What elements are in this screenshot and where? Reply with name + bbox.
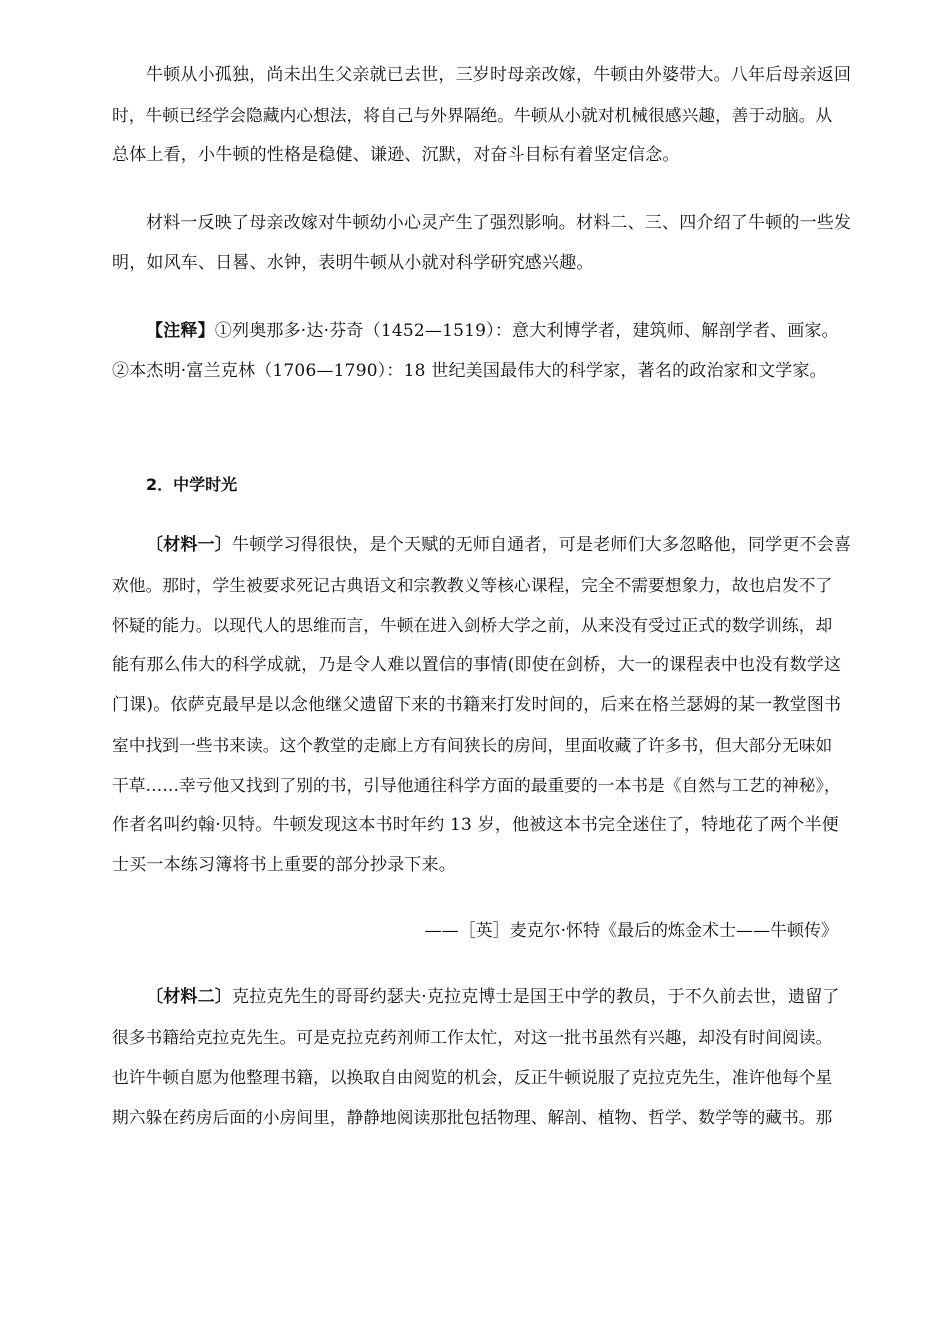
paragraph-line: 作者名叫约翰·贝特。牛顿发现这本书时年约 13 岁，他被这本书完全迷住了，特地花了两个半便 xyxy=(112,815,839,835)
paragraph-line: 牛顿从小孤独，尚未出生父亲就已去世，三岁时母亲改嫁，牛顿由外婆带大。八年后母亲返回 xyxy=(146,65,852,85)
material-text: 牛顿学习得很快，是个天赋的无师自通者，可是老师们大多忽略他，同学更不会喜 xyxy=(232,535,852,555)
paragraph-line: 材料一反映了母亲改嫁对牛顿幼小心灵产生了强烈影响。材料二、三、四介绍了牛顿的一些发 xyxy=(146,213,852,233)
paragraph-line: 很多书籍给克拉克先生。可是克拉克药剂师工作太忙，对这一批书虽然有兴趣，却没有时间阅读。 xyxy=(112,1027,833,1047)
paragraph-line: 期六躲在药房后面的小房间里，静静地阅读那批包括物理、解剖、植物、哲学、数学等的藏书。那 xyxy=(112,1107,833,1127)
section-heading: 2．中学时光 xyxy=(146,475,238,494)
paragraph-line: 时，牛顿已经学会隐藏内心想法，将自己与外界隔绝。牛顿从小就对机械很感兴趣，善于动脑。从 xyxy=(112,105,833,125)
note-text: ①列奥那多·达·芬奇（1452—1519）：意大利博学者，建筑师、解剖学者、画家。 xyxy=(214,321,839,341)
paragraph-line: 室中找到一些书来读。这个教堂的走廊上方有间狭长的房间，里面收藏了许多书，但大部分无味如 xyxy=(112,735,833,755)
material-label: 〔材料二〕 xyxy=(146,987,232,1007)
paragraph-line: 怀疑的能力。以现代人的思维而言，牛顿在进入剑桥大学之前，从来没有受过正式的数学训练，却 xyxy=(112,615,833,635)
paragraph-line: 干草……幸亏他又找到了别的书，引导他通往科学方面的最重要的一本书是《自然与工艺的神秘》， xyxy=(112,775,841,795)
paragraph-line: 总体上看，小牛顿的性格是稳健、谦逊、沉默，对奋斗目标有着坚定信念。 xyxy=(112,145,680,165)
paragraph-line: 也许牛顿自愿为他整理书籍，以换取自由阅览的机会，反正牛顿说服了克拉克先生，准许他每个星 xyxy=(112,1067,833,1087)
material-text: 克拉克先生的哥哥约瑟夫·克拉克博士是国王中学的教员，于不久前去世，遗留了 xyxy=(232,987,840,1007)
paragraph-line xyxy=(146,986,876,1008)
paragraph-line: 能有那么伟大的科学成就，乃是令人难以置信的事情(即使在剑桥，大一的课程表中也没有数学这 xyxy=(112,655,842,675)
note-line xyxy=(146,320,876,342)
note-line: ②本杰明·富兰克林（1706—1790）：18 世纪美国最伟大的科学家，著名的政治家和文学家。 xyxy=(112,361,827,381)
paragraph-line: 明，如风车、日晷、水钟，表明牛顿从小就对科学研究感兴趣。 xyxy=(112,253,594,273)
material-label: 〔材料一〕 xyxy=(146,535,232,555)
note-label: 【注释】 xyxy=(146,321,215,341)
source-citation: ——［英］麦克尔·怀特《最后的炼金术士——牛顿传》 xyxy=(424,921,838,941)
paragraph-line: 士买一本练习簿将书上重要的部分抄录下来。 xyxy=(112,855,456,875)
paragraph-line: 门课)。依萨克最早是以念他继父遗留下来的书籍来打发时间的，后来在格兰瑟姆的某一教堂图书 xyxy=(112,695,842,715)
paragraph-line: 欢他。那时，学生被要求死记古典语文和宗教教义等核心课程，完全不需要想象力，故也启发不了 xyxy=(112,575,833,595)
paragraph-line xyxy=(146,534,876,556)
